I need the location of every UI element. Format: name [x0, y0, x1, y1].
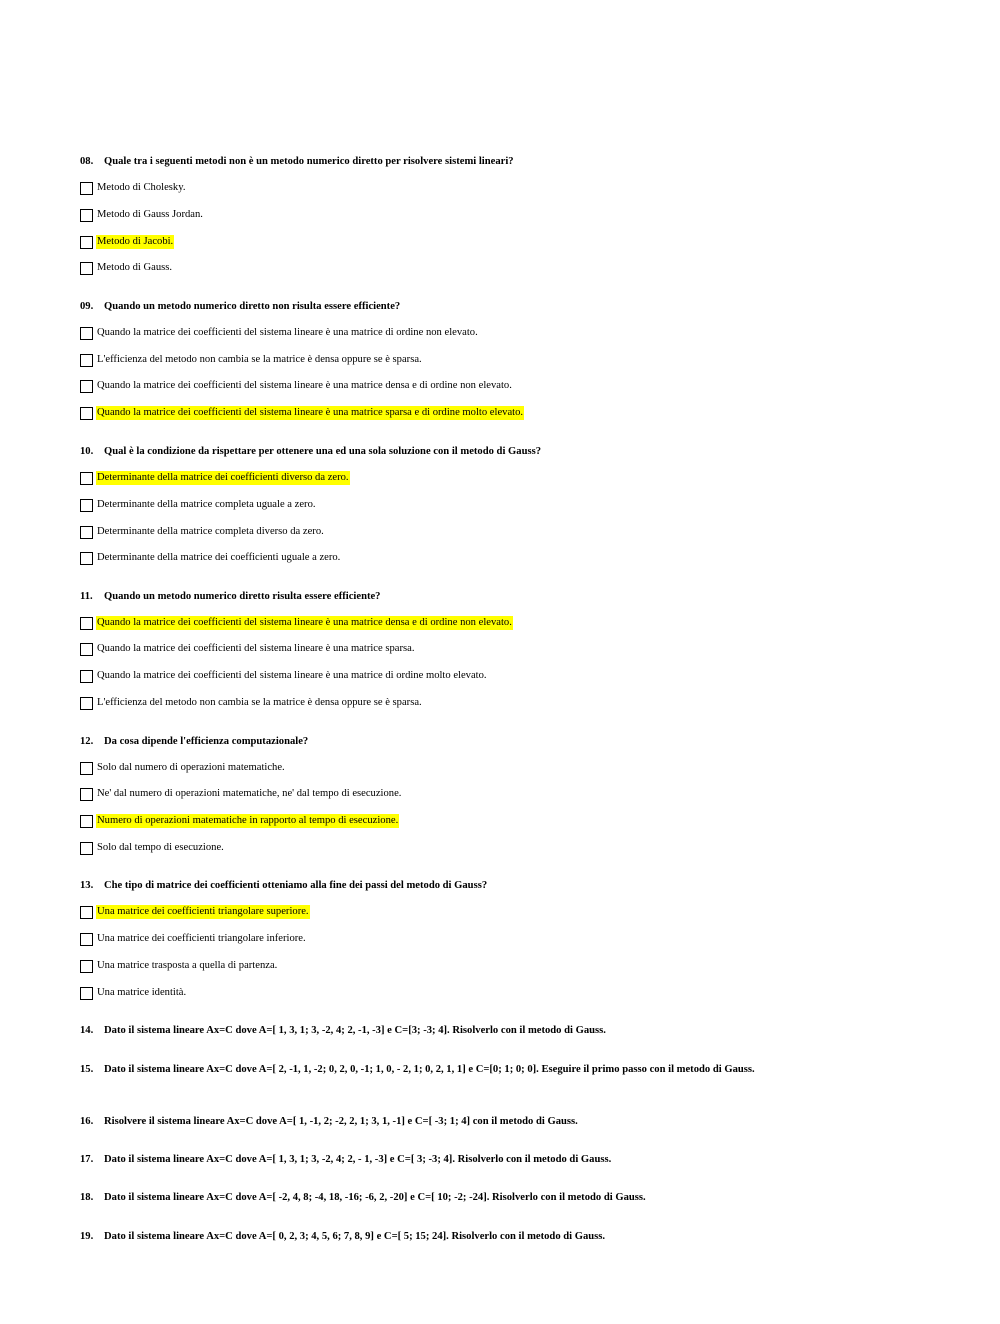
option-text: Quando la matrice dei coefficienti del sistema lineare è una matrice di ordine molto elevato.	[97, 670, 487, 681]
answer-option[interactable]	[80, 260, 173, 276]
exercise-text: Risolvere il sistema lineare Ax=C dove A=[ 1, -1, 2; -2, 2, 1; 3, 1, -1] e C=[ -3; 1; 4] con il metodo di Gauss.	[104, 1116, 578, 1127]
answer-option[interactable]	[80, 497, 317, 513]
answer-option[interactable]	[80, 813, 399, 829]
question-number: 10.	[80, 446, 94, 457]
answer-option[interactable]	[80, 958, 278, 974]
exercise-17	[80, 1154, 611, 1165]
option-text-highlighted: Metodo di Jacobi.	[97, 236, 174, 247]
checkbox[interactable]	[80, 354, 93, 367]
option-text: L'efficienza del metodo non cambia se la matrice è densa oppure se è sparsa.	[97, 354, 422, 365]
checkbox[interactable]	[80, 472, 93, 485]
question-text: Da cosa dipende l'efficienza computazionale?	[104, 736, 309, 747]
checkbox[interactable]	[80, 407, 93, 420]
checkbox[interactable]	[80, 960, 93, 973]
checkbox[interactable]	[80, 815, 93, 828]
option-text-highlighted: Quando la matrice dei coefficienti del sistema lineare è una matrice densa e di ordine non elevato.	[97, 617, 512, 628]
question-text: Quale tra i seguenti metodi non è un metodo numerico diretto per risolvere sistemi lineari?	[104, 156, 514, 167]
answer-option[interactable]	[80, 760, 286, 776]
exercise-number: 14.	[80, 1025, 94, 1036]
option-text: Quando la matrice dei coefficienti del sistema lineare è una matrice di ordine non elevato.	[97, 327, 478, 338]
checkbox[interactable]	[80, 842, 93, 855]
answer-option[interactable]	[80, 786, 402, 802]
question-10	[80, 446, 541, 457]
answer-option[interactable]	[80, 352, 423, 368]
question-11	[80, 591, 380, 602]
answer-option[interactable]	[80, 524, 325, 540]
checkbox[interactable]	[80, 987, 93, 1000]
option-text: Quando la matrice dei coefficienti del sistema lineare è una matrice sparsa.	[97, 643, 415, 654]
option-text: Determinante della matrice completa diverso da zero.	[97, 526, 324, 537]
checkbox[interactable]	[80, 182, 93, 195]
exercise-number: 17.	[80, 1154, 94, 1165]
exercise-14	[80, 1025, 606, 1036]
answer-option[interactable]	[80, 325, 479, 341]
exercise-text: Dato il sistema lineare Ax=C dove A=[ 0, 2, 3; 4, 5, 6; 7, 8, 9] e C=[ 5; 15; 24]. Risolverlo con il metodo di Gauss.	[104, 1231, 606, 1242]
option-text: Solo dal tempo di esecuzione.	[97, 842, 224, 853]
option-text-highlighted: Una matrice dei coefficienti triangolare superiore.	[97, 906, 309, 917]
question-number: 13.	[80, 880, 94, 891]
question-number: 11.	[80, 591, 93, 602]
option-text: Ne' dal numero di operazioni matematiche, ne' dal tempo di esecuzione.	[97, 788, 402, 799]
option-text: Determinante della matrice dei coefficienti uguale a zero.	[97, 552, 341, 563]
exercise-number: 15.	[80, 1064, 94, 1075]
exercise-number: 16.	[80, 1116, 94, 1127]
checkbox[interactable]	[80, 788, 93, 801]
question-text: Che tipo di matrice dei coefficienti otteniamo alla fine dei passi del metodo di Gauss?	[104, 880, 488, 891]
answer-option[interactable]	[80, 234, 174, 250]
question-text: Quando un metodo numerico diretto non risulta essere efficiente?	[104, 301, 401, 312]
option-text: Una matrice identità.	[97, 987, 187, 998]
answer-option[interactable]	[80, 378, 513, 394]
answer-option[interactable]	[80, 405, 524, 421]
checkbox[interactable]	[80, 236, 93, 249]
answer-option[interactable]	[80, 904, 310, 920]
option-text: Quando la matrice dei coefficienti del sistema lineare è una matrice densa e di ordine non elevato.	[97, 380, 512, 391]
question-12	[80, 736, 308, 747]
checkbox[interactable]	[80, 262, 93, 275]
checkbox[interactable]	[80, 617, 93, 630]
checkbox[interactable]	[80, 380, 93, 393]
exercise-text: Dato il sistema lineare Ax=C dove A=[ -2, 4, 8; -4, 18, -16; -6, 2, -20] e C=[ 10; -2; -24]. Risolverlo con il metodo di Gauss.	[104, 1192, 646, 1203]
answer-option[interactable]	[80, 840, 225, 856]
answer-option[interactable]	[80, 985, 187, 1001]
answer-option[interactable]	[80, 931, 307, 947]
option-text: Una matrice trasposta a quella di partenza.	[97, 960, 278, 971]
question-text: Quando un metodo numerico diretto risulta essere efficiente?	[104, 591, 381, 602]
checkbox[interactable]	[80, 552, 93, 565]
checkbox[interactable]	[80, 697, 93, 710]
question-text: Qual è la condizione da rispettare per ottenere una ed una sola soluzione con il metodo di Gauss?	[104, 446, 542, 457]
option-text: Metodo di Cholesky.	[97, 182, 186, 193]
checkbox[interactable]	[80, 670, 93, 683]
question-09	[80, 301, 400, 312]
exercise-15	[80, 1064, 755, 1075]
exercise-18	[80, 1192, 646, 1203]
checkbox[interactable]	[80, 526, 93, 539]
exercise-19	[80, 1231, 605, 1242]
checkbox[interactable]	[80, 906, 93, 919]
answer-option[interactable]	[80, 615, 513, 631]
option-text: Metodo di Gauss Jordan.	[97, 209, 203, 220]
checkbox[interactable]	[80, 209, 93, 222]
option-text: Solo dal numero di operazioni matematiche.	[97, 762, 285, 773]
exercise-number: 19.	[80, 1231, 94, 1242]
checkbox[interactable]	[80, 933, 93, 946]
exercise-text: Dato il sistema lineare Ax=C dove A=[ 1, 3, 1; 3, -2, 4; 2, - 1, -3] e C=[ 3; -3; 4]. Risolverlo con il metodo di Gauss.	[104, 1154, 612, 1165]
answer-option[interactable]	[80, 550, 341, 566]
answer-option[interactable]	[80, 695, 423, 711]
exercise-number: 18.	[80, 1192, 94, 1203]
checkbox[interactable]	[80, 327, 93, 340]
question-08	[80, 156, 514, 167]
answer-option[interactable]	[80, 641, 415, 657]
exercise-text: Dato il sistema lineare Ax=C dove A=[ 2, -1, 1, -2; 0, 2, 0, -1; 1, 0, - 2, 1; 0, 2, 1, 1] e C=[0; 1; 0; 0]. Eseguire il primo passo con il metodo di Gauss.	[104, 1064, 755, 1075]
checkbox[interactable]	[80, 499, 93, 512]
option-text: Determinante della matrice completa uguale a zero.	[97, 499, 316, 510]
exercise-text: Dato il sistema lineare Ax=C dove A=[ 1, 3, 1; 3, -2, 4; 2, -1, -3] e C=[3; -3; 4]. Risolverlo con il metodo di Gauss.	[104, 1025, 606, 1036]
option-text: Una matrice dei coefficienti triangolare inferiore.	[97, 933, 306, 944]
answer-option[interactable]	[80, 180, 186, 196]
answer-option[interactable]	[80, 207, 204, 223]
checkbox[interactable]	[80, 643, 93, 656]
option-text: L'efficienza del metodo non cambia se la matrice è densa oppure se è sparsa.	[97, 697, 422, 708]
answer-option[interactable]	[80, 668, 488, 684]
option-text-highlighted: Quando la matrice dei coefficienti del sistema lineare è una matrice sparsa e di ordine molto elevato.	[97, 407, 524, 418]
question-number: 09.	[80, 301, 94, 312]
option-text-highlighted: Numero di operazioni matematiche in rapporto al tempo di esecuzione.	[97, 815, 399, 826]
checkbox[interactable]	[80, 762, 93, 775]
answer-option[interactable]	[80, 470, 350, 486]
question-13	[80, 880, 487, 891]
exercise-16	[80, 1116, 578, 1127]
option-text-highlighted: Determinante della matrice dei coefficienti diverso da zero.	[97, 472, 349, 483]
option-text: Metodo di Gauss.	[97, 262, 173, 273]
question-number: 08.	[80, 156, 94, 167]
question-number: 12.	[80, 736, 94, 747]
